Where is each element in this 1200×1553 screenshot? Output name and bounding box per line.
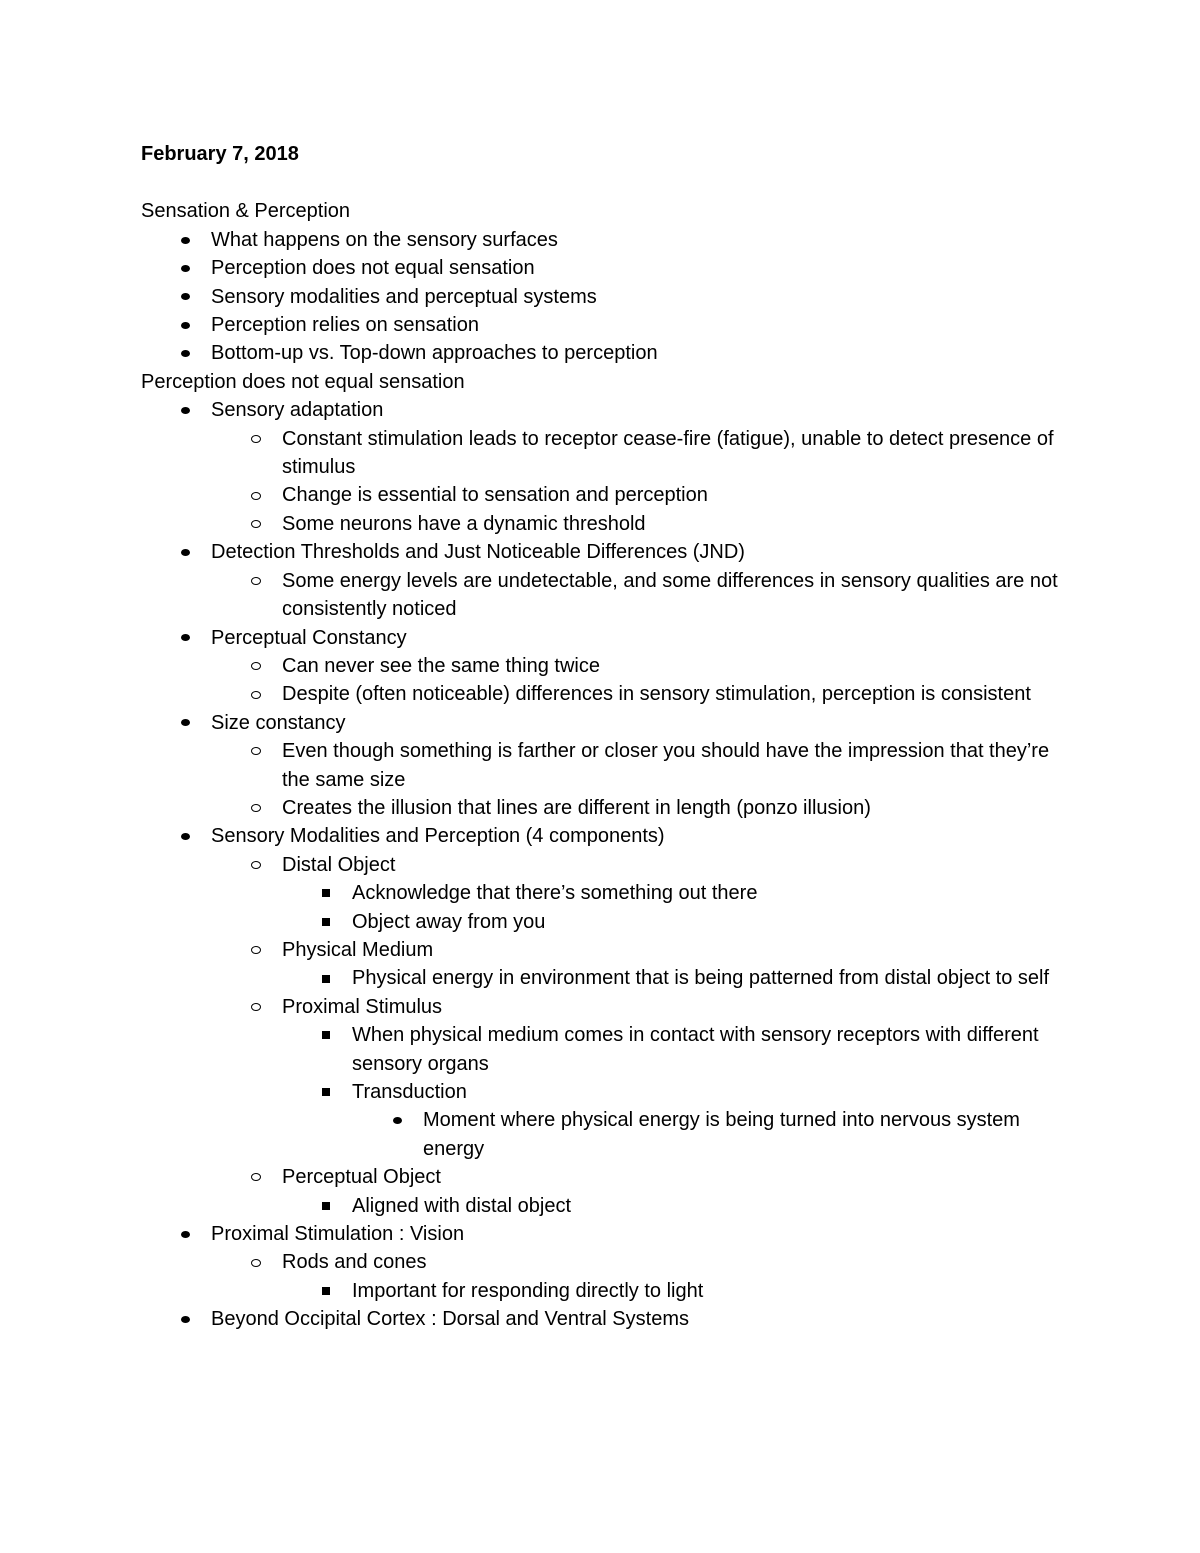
square-bullet-icon bbox=[319, 908, 333, 936]
hollow-bullet-icon bbox=[249, 510, 263, 538]
bullet-icon bbox=[178, 254, 192, 282]
list-item-beyond-occipital bbox=[141, 1305, 1061, 1333]
sub-sub-item bbox=[141, 964, 1061, 992]
bullet-icon bbox=[178, 709, 192, 737]
sub-sublist bbox=[141, 1021, 1061, 1163]
sub-item-text: Constant stimulation leads to receptor cease-fire (fatigue), unable to detect presence of stimulus bbox=[282, 427, 1054, 479]
sub-item-perceptual-object bbox=[141, 1163, 1061, 1191]
list-item-text: Sensory Modalities and Perception (4 components) bbox=[211, 825, 665, 848]
bullet-icon bbox=[178, 822, 192, 850]
sub-sub-item-text: Transduction bbox=[352, 1081, 467, 1103]
hollow-bullet-icon bbox=[249, 936, 263, 964]
sub-item-text: Despite (often noticeable) differences in sensory stimulation, perception is consistent bbox=[282, 683, 1031, 706]
sub-sublist bbox=[141, 1277, 1061, 1305]
square-bullet-icon bbox=[319, 1277, 333, 1305]
sublist bbox=[141, 851, 1061, 1220]
list-item-proximal-vision bbox=[141, 1220, 1061, 1248]
sub-item-text: Some neurons have a dynamic threshold bbox=[282, 512, 646, 535]
list-item-detection-thresholds bbox=[141, 538, 1061, 566]
sublist-wrapper bbox=[141, 652, 1061, 709]
bullet-icon bbox=[178, 339, 192, 367]
level4-item-text: Moment where physical energy is being turned into nervous system energy bbox=[423, 1109, 1020, 1160]
sub-item-text: Physical Medium bbox=[282, 938, 434, 961]
sub-item-proximal-stimulus bbox=[141, 993, 1061, 1021]
list-item-text: Detection Thresholds and Just Noticeable Differences (JND) bbox=[211, 541, 745, 564]
list-item-text: Size constancy bbox=[211, 711, 346, 734]
hollow-bullet-icon bbox=[249, 993, 263, 1021]
sublist-wrapper bbox=[141, 425, 1061, 539]
sub-sublist bbox=[141, 1192, 1061, 1220]
sub-item-distal-object bbox=[141, 851, 1061, 879]
sublist-wrapper bbox=[141, 567, 1061, 624]
sub-sub-item-text: When physical medium comes in contact with sensory receptors with different sensory organs bbox=[352, 1024, 1039, 1075]
sub-item-text: Distal Object bbox=[282, 853, 396, 876]
list-item-text: Perceptual Constancy bbox=[211, 626, 407, 649]
sub-item bbox=[141, 737, 1061, 794]
sublist-wrapper bbox=[141, 851, 1061, 1220]
sublist-wrapper bbox=[141, 737, 1061, 822]
hollow-bullet-icon bbox=[249, 652, 263, 680]
spacer bbox=[141, 168, 1061, 197]
hollow-bullet-icon bbox=[249, 1163, 263, 1191]
sub-sub-item bbox=[141, 908, 1061, 936]
sub-item bbox=[141, 567, 1061, 624]
sub-item bbox=[141, 510, 1061, 538]
sublist bbox=[141, 1248, 1061, 1305]
bullet-icon bbox=[178, 283, 192, 311]
hollow-bullet-icon bbox=[249, 851, 263, 879]
sub-sub-item bbox=[141, 879, 1061, 907]
sublist-wrapper bbox=[141, 1192, 1061, 1220]
list-item-text: Sensory adaptation bbox=[211, 399, 384, 422]
list-item-text: Sensory modalities and perceptual systems bbox=[211, 285, 597, 308]
bullet-icon bbox=[178, 396, 192, 424]
sub-item bbox=[141, 652, 1061, 680]
hollow-bullet-icon bbox=[249, 1248, 263, 1276]
sub-item-text: Change is essential to sensation and perception bbox=[282, 484, 708, 507]
sub-sublist bbox=[141, 964, 1061, 992]
sub-item-text: Can never see the same thing twice bbox=[282, 654, 600, 677]
hollow-bullet-icon bbox=[249, 737, 263, 765]
bullet-icon bbox=[178, 1220, 192, 1248]
sub-sub-item-text: Physical energy in environment that is being patterned from distal object to self bbox=[352, 967, 1050, 990]
list-item bbox=[141, 311, 1061, 339]
document-page bbox=[141, 140, 1061, 1334]
level4-list bbox=[141, 1106, 1061, 1163]
bullet-icon bbox=[178, 1305, 192, 1333]
list-item-perceptual-constancy bbox=[141, 624, 1061, 652]
sub-item-text: Creates the illusion that lines are different in length (ponzo illusion) bbox=[282, 796, 871, 819]
sub-item-text: Proximal Stimulus bbox=[282, 995, 443, 1018]
sub-item bbox=[141, 481, 1061, 509]
sub-item-text: Even though something is farther or closer you should have the impression that they’re the same size bbox=[282, 740, 1050, 791]
sub-sublist bbox=[141, 879, 1061, 936]
list-item-text: Beyond Occipital Cortex : Dorsal and Ventral Systems bbox=[211, 1308, 689, 1331]
hollow-bullet-icon bbox=[249, 425, 263, 453]
hollow-bullet-icon bbox=[249, 794, 263, 822]
sublist bbox=[141, 425, 1061, 539]
sub-item bbox=[141, 680, 1061, 708]
section-title-sensation-perception: Sensation & Perception bbox=[141, 200, 351, 223]
sub-sub-item bbox=[141, 1021, 1061, 1078]
sublist bbox=[141, 737, 1061, 822]
list-item-text: Proximal Stimulation : Vision bbox=[211, 1223, 465, 1246]
sublist bbox=[141, 567, 1061, 624]
sub-item-rods-cones bbox=[141, 1248, 1061, 1276]
bullet-icon bbox=[178, 311, 192, 339]
perception-list bbox=[141, 396, 1061, 1333]
sublist-wrapper bbox=[141, 1277, 1061, 1305]
list-item-text: What happens on the sensory surfaces bbox=[211, 228, 558, 251]
sub-item-physical-medium bbox=[141, 936, 1061, 964]
list-item-sensory-adaptation bbox=[141, 396, 1061, 424]
list-item-sensory-modalities bbox=[141, 822, 1061, 850]
hollow-bullet-icon bbox=[249, 567, 263, 595]
bullet-icon bbox=[178, 624, 192, 652]
date-heading: February 7, 2018 bbox=[141, 143, 299, 165]
sub-sub-item-text: Object away from you bbox=[352, 910, 546, 933]
list-item-text: Perception relies on sensation bbox=[211, 314, 479, 337]
sub-sub-item-text: Aligned with distal object bbox=[352, 1194, 572, 1217]
sublist-wrapper bbox=[141, 1106, 1061, 1163]
sub-item-text: Rods and cones bbox=[282, 1251, 427, 1274]
sub-item bbox=[141, 794, 1061, 822]
sub-sub-item-transduction bbox=[141, 1078, 1061, 1106]
list-item-size-constancy bbox=[141, 709, 1061, 737]
sublist bbox=[141, 652, 1061, 709]
list-item bbox=[141, 254, 1061, 282]
sub-sub-item-text: Important for responding directly to light bbox=[352, 1279, 704, 1302]
list-item bbox=[141, 283, 1061, 311]
square-bullet-icon bbox=[319, 1021, 333, 1049]
sub-sub-item-text: Acknowledge that there’s something out there bbox=[352, 882, 758, 905]
bullet-icon bbox=[390, 1106, 404, 1134]
list-item-text: Bottom-up vs. Top-down approaches to perception bbox=[211, 342, 658, 365]
list-item-text: Perception does not equal sensation bbox=[211, 257, 535, 280]
list-item bbox=[141, 339, 1061, 367]
sublist-wrapper bbox=[141, 964, 1061, 992]
square-bullet-icon bbox=[319, 964, 333, 992]
sublist-wrapper bbox=[141, 879, 1061, 936]
bullet-icon bbox=[178, 538, 192, 566]
sub-item-text: Some energy levels are undetectable, and some differences in sensory qualities are not consistently noticed bbox=[282, 569, 1058, 621]
sub-sub-item bbox=[141, 1192, 1061, 1220]
square-bullet-icon bbox=[319, 1192, 333, 1220]
sub-item bbox=[141, 425, 1061, 482]
level4-item bbox=[141, 1106, 1061, 1163]
square-bullet-icon bbox=[319, 1078, 333, 1106]
hollow-bullet-icon bbox=[249, 680, 263, 708]
bullet-icon bbox=[178, 226, 192, 254]
list-item bbox=[141, 226, 1061, 254]
sensation-perception-list bbox=[141, 226, 1061, 368]
sublist-wrapper bbox=[141, 1021, 1061, 1163]
sub-sub-item bbox=[141, 1277, 1061, 1305]
square-bullet-icon bbox=[319, 879, 333, 907]
sublist-wrapper bbox=[141, 1248, 1061, 1305]
sub-item-text: Perceptual Object bbox=[282, 1166, 441, 1189]
hollow-bullet-icon bbox=[249, 481, 263, 509]
section-title-perception-not-sensation: Perception does not equal sensation bbox=[141, 370, 465, 393]
